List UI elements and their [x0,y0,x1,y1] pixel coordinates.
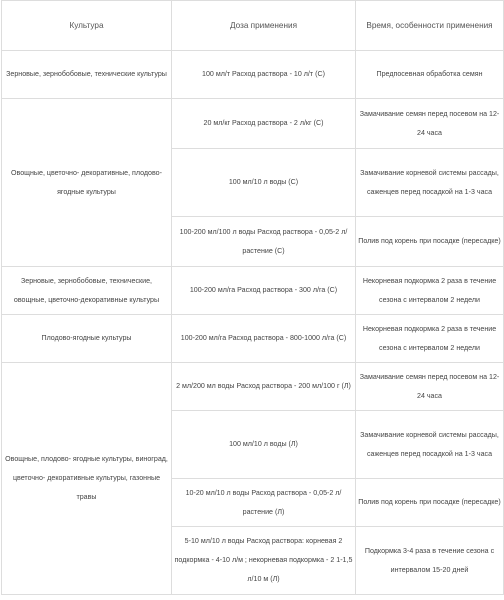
timing-cell: Полив под корень при посадке (пересадке) [356,479,504,527]
table-row [2,51,504,99]
dose-cell: 100 мл/10 л воды (Л) [172,411,356,479]
table-row [2,99,504,149]
application-table [1,0,504,595]
timing-cell: Замачивание семян перед посевом на 12-24 часа [356,99,504,149]
table-row [2,267,504,315]
dose-cell: 100 мл/10 л воды (С) [172,149,356,217]
timing-cell: Некорневая подкормка 2 раза в течение сезона с интервалом 2 недели [356,315,504,363]
crop-cell: Овощные, плодово- ягодные культуры, виноград, цветочно- декоративные культуры, газонные травы [2,363,172,595]
dose-cell: 100-200 мл/100 л воды Расход раствора - 0,05-2 л/растение (С) [172,217,356,267]
table-header-row [2,1,504,51]
dose-cell: 20 мл/кг Расход раствора - 2 л/кг (С) [172,99,356,149]
crop-cell: Овощные, цветочно- декоративные, плодово-ягодные культуры [2,99,172,267]
dose-cell: 5-10 мл/10 л воды Расход раствора: корневая 2 подкормка - 4-10 л/м ; некорневая подкормка - 2 1-1,5 л/10 м (Л) [172,527,356,595]
crop-cell: Зерновые, зернобобовые, технические культуры [2,51,172,99]
timing-cell: Полив под корень при посадке (пересадке) [356,217,504,267]
crop-cell: Плодово-ягодные культуры [2,315,172,363]
header-timing: Время, особенности применения [356,1,504,51]
crop-cell: Зерновые, зернобобовые, технические, овощные, цветочно-декоративные культуры [2,267,172,315]
dose-cell: 2 мл/200 мл воды Расход раствора - 200 мл/100 г (Л) [172,363,356,411]
timing-cell: Подкормка 3-4 раза в течение сезона с интервалом 15-20 дней [356,527,504,595]
dose-cell: 10-20 мл/10 л воды Расход раствора - 0,05-2 л/растение (Л) [172,479,356,527]
dose-cell: 100-200 мл/га Расход раствора - 800-1000 л/га (С) [172,315,356,363]
dose-cell: 100 мл/т Расход раствора - 10 л/т (С) [172,51,356,99]
timing-cell: Некорневая подкормка 2 раза в течение сезона с интервалом 2 недели [356,267,504,315]
timing-cell: Замачивание семян перед посевом на 12-24 часа [356,363,504,411]
header-crop: Культура [2,1,172,51]
timing-cell: Предпосевная обработка семян [356,51,504,99]
table-row [2,363,504,411]
timing-cell: Замачивание корневой системы рассады, саженцев перед посадкой на 1-3 часа [356,411,504,479]
timing-cell: Замачивание корневой системы рассады, саженцев перед посадкой на 1-3 часа [356,149,504,217]
table-row [2,315,504,363]
header-dose: Доза применения [172,1,356,51]
dose-cell: 100-200 мл/га Расход раствора - 300 л/га (С) [172,267,356,315]
